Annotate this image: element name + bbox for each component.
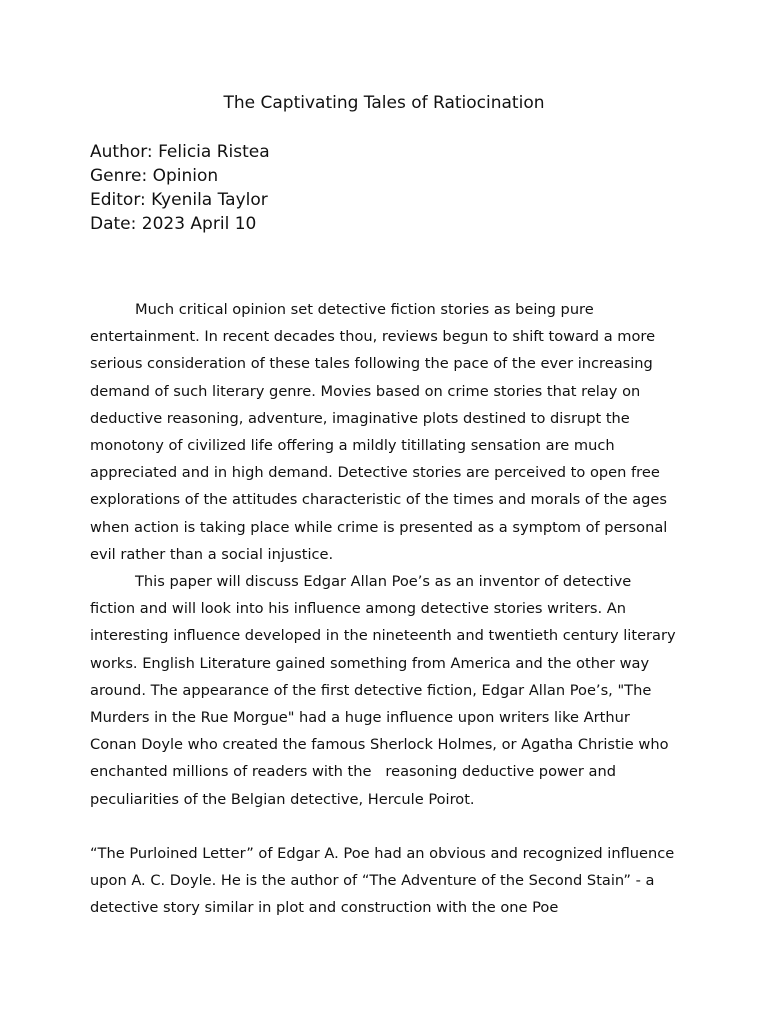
date-line: Date: 2023 April 10 [90,214,257,234]
editor-line: Editor: Kyenila Taylor [90,190,268,210]
paragraph-2: This paper will discuss Edgar Allan Poe’s as an inventor of detective fiction and will look into his influence among detective stories writers. An interesting influence developed in the nineteenth and twentieth century literary works. English Literature gained something from America and the other way around. The appearance of the first detective fiction, Edgar Allan Poe’s, "The Murders in the Rue Morgue" had a huge influence upon writers like Arthur Conan Doyle who created the famous Sherlock Holmes, or Agatha Christie who enchanted millions of readers with the reasoning deductive power and peculiarities of the Belgian detective, Hercule Poirot. [90,573,681,808]
genre-line: Genre: Opinion [90,166,219,186]
document-title: The Captivating Tales of Ratiocination [223,93,545,113]
paragraph-1: Much critical opinion set detective fiction stories as being pure entertainment. In recent decades thou, reviews begun to shift toward a more serious consideration of these tales following the pace of the ever increasing demand of such literary genre. Movies based on crime stories that relay on deductive reasoning, adventure, imaginative plots destined to disrupt the monotony of civilized life offering a mildly titillating sensation are much appreciated and in high demand. Detective stories are perceived to open free explorations of the attitudes characteristic of the times and morals of the ages when action is taking place while crime is presented as a symptom of personal evil rather than a social injustice. [90,301,668,563]
paragraph-3: “The Purloined Letter” of Edgar A. Poe had an obvious and recognized influence upon A. C. Doyle. He is the author of “The Adventure of the Second Stain” - a detective story similar in plot and construction with the one Poe [90,845,675,917]
document-metadata [90,140,270,236]
document-body [90,296,680,922]
author-line: Author: Felicia Ristea [90,142,270,162]
